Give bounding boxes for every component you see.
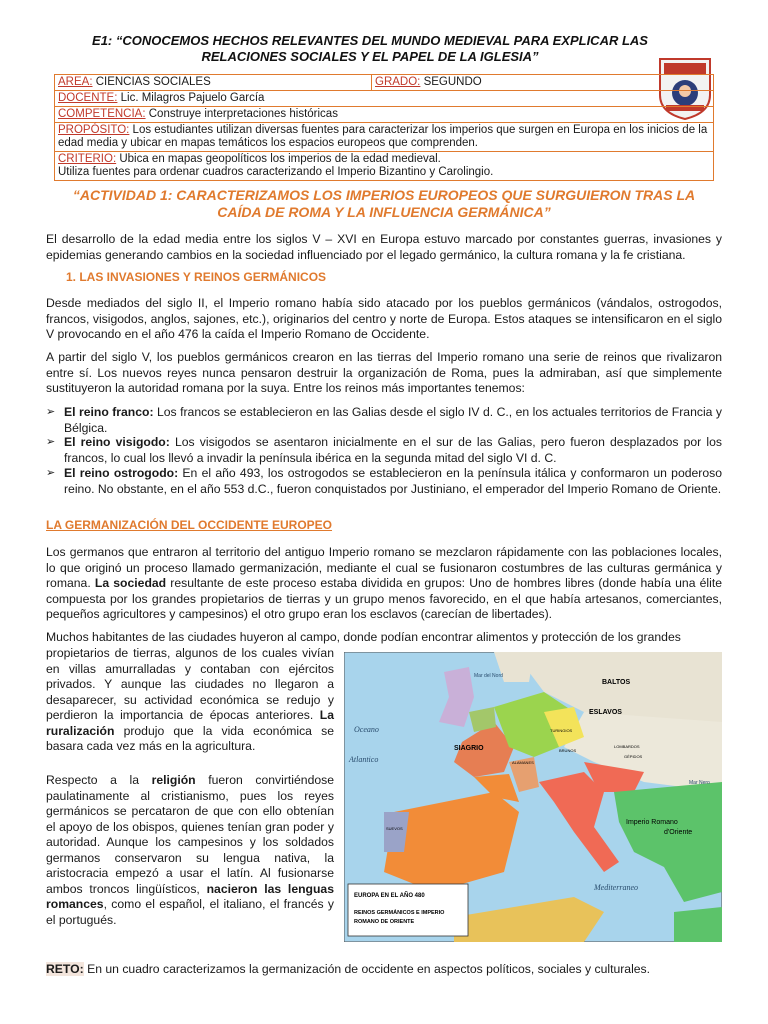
bold-religion: religión xyxy=(151,773,196,787)
arrow-bullet-icon: ➢ xyxy=(46,406,56,418)
arrow-bullet-icon: ➢ xyxy=(46,436,56,448)
bullet-bold: El reino visigodo: xyxy=(64,435,170,449)
section-1-paragraph-2: A partir del siglo V, los pueblos germánicos crearon en las tierras del Imperio romano una serie de reinos que rivalizaron entre sí. Los nuevos reyes nunca pensaron destruir la organización de Roma, pues la admiraban, así que simplemente sustituyeron la autoridad romana por la suya. Entre los reinos más importantes tenemos: xyxy=(46,350,722,395)
legend-line-1: REINOS GERMÁNICOS E IMPERIO xyxy=(354,910,445,916)
proposito-cell xyxy=(55,123,714,152)
label-lombardos: LOMBARDOS xyxy=(614,744,640,749)
label-imperio: Imperio Romano xyxy=(626,819,678,826)
area-label: AREA: xyxy=(58,76,93,88)
docente-value: Lic. Milagros Pajuelo García xyxy=(117,92,265,104)
bold-ruralizacion: La ruralización xyxy=(46,708,334,738)
bullet-bold: El reino ostrogodo: xyxy=(64,466,179,480)
criterio-label: CRITERIO: xyxy=(58,153,117,165)
label-eslavos: ESLAVOS xyxy=(589,709,622,716)
label-siagrio: SIAGRIO xyxy=(454,745,484,752)
legend-line-2: ROMANO DE ORIENTE xyxy=(354,919,415,925)
label-oriente: d'Oriente xyxy=(664,829,693,836)
intro-paragraph: El desarrollo de la edad media entre los siglos V – XVI en Europa estuvo marcado por constantes guerras, invasiones y epidemias generando cambios en la sociedad influenciado por el legado germánico, la cultura romana y la fe cristiana. xyxy=(46,232,722,262)
text-run: , como el español, el italiano, el francés y el portugués. xyxy=(46,897,334,927)
bold-sociedad: La sociedad xyxy=(94,576,167,590)
text-run: resultante de este proceso estaba dividida en grupos: Uno de hombres libres (donde había una élite compuesta por los grandes propietarios de tierras y un grupo menos favorecido, en el que había artesanos, comerciantes, pequeños agricultores y campesinos) el otro grupo eran los esclavos (carecían de libertades). xyxy=(46,576,722,621)
text-run: propietarios de tierras, algunos de los cuales vivían en villas amurralladas y contaban con ejércitos privados. Y aunque las ciudades no llegaron a desaparecer, su actividad económica se redujo y perdieron la importancia de épocas anteriores. xyxy=(46,646,334,722)
label-mar-nero: Mar Nero xyxy=(689,780,710,786)
title-line-2: RELACIONES SOCIALES Y EL PAPEL DE LA IGLESIA” xyxy=(201,49,539,64)
grado-label: GRADO: xyxy=(375,76,421,88)
reto-paragraph xyxy=(46,962,650,976)
section-2-paragraph-2-full: Muchos habitantes de las ciudades huyeron al campo, donde podían encontrar alimentos y protección de los grandes xyxy=(46,630,681,644)
text-run: Respecto a la xyxy=(46,773,152,787)
activity-title xyxy=(54,187,714,221)
proposito-value: Los estudiantes utilizan diversas fuentes para caracterizar los imperios que surgen en Europa en los inicios de la edad media y ubicar en mapas temáticos los espacios europeos que comprenden. xyxy=(58,124,708,149)
label-baltos: BALTOS xyxy=(602,679,631,686)
legend-title: EUROPA EN EL AÑO 480 xyxy=(354,893,425,899)
bullet-bold: El reino franco: xyxy=(64,405,154,419)
label-suevos: SUEVOS xyxy=(386,826,403,831)
competencia-cell xyxy=(55,107,714,123)
section-2-paragraph-1 xyxy=(46,545,722,623)
info-table xyxy=(54,74,714,181)
reto-label: RETO: xyxy=(46,962,84,976)
bullet-reino-franco xyxy=(46,405,722,436)
arrow-bullet-icon: ➢ xyxy=(46,467,56,479)
label-gepidos: GÉPIDOS xyxy=(624,754,643,759)
reto-text: En un cuadro caracterizamos la germanización de occidente en aspectos políticos, sociales y culturales. xyxy=(83,962,651,976)
grado-cell xyxy=(372,75,714,91)
criterio-value-2: Utiliza fuentes para ordenar cuadros caracterizando el Imperio Bizantino y Carolingio. xyxy=(58,166,494,178)
competencia-label: COMPETENCIA: xyxy=(58,108,146,120)
label-alamanes: ALAMANES xyxy=(512,760,534,765)
label-atlantico: Atlantico xyxy=(349,755,379,764)
map-eastern-empire-south xyxy=(674,907,722,942)
grado-value: SEGUNDO xyxy=(420,76,482,88)
text-run: produjo que la vida económica se basara cada vez más en la agricultura. xyxy=(46,723,334,753)
document-title xyxy=(60,33,680,65)
section-2-paragraph-2-column xyxy=(46,646,334,755)
section-2-heading: LA GERMANIZACIÓN DEL OCCIDENTE EUROPEO xyxy=(46,518,333,532)
area-cell xyxy=(55,75,372,91)
bullet-text: En el año 493, los ostrogodos se establecieron en la península itálica y conformaron un poderoso reino. No obstante, en el año 553 d.C., fueron conquistados por Justiniano, el emperador del Imperio Romano de Oriente. xyxy=(64,466,723,496)
label-brunos: BRUNOS xyxy=(559,748,577,753)
title-line-1: E1: “CONOCEMOS HECHOS RELEVANTES DEL MUNDO MEDIEVAL PARA EXPLICAR LAS xyxy=(92,33,648,48)
text-run: Los germanos que entraron al territorio del antiguo Imperio romano se mezclaron rápidamente con las poblaciones locales, lo que originó un proceso llamado germanización, mediante el cual se fusionaron costumbres de las culturas germánica y romana. xyxy=(46,545,722,590)
activity-line-1: “ACTIVIDAD 1: CARACTERIZAMOS LOS IMPERIOS EUROPEOS QUE SURGUIERON TRAS LA xyxy=(72,187,696,203)
bullet-reino-visigodo xyxy=(46,435,722,466)
section-2-paragraph-3-column xyxy=(46,773,334,928)
proposito-label: PROPÓSITO: xyxy=(58,124,130,136)
label-oceano: Oceano xyxy=(354,725,379,734)
area-value: CIENCIAS SOCIALES xyxy=(92,76,211,88)
text-run: fueron convirtiéndose paulatinamente al cristianismo, pues los reyes germánicos se percataron de que con ello obtenían el apoyo de los obispos, quienes tenían gran poder y autoridad. Aunque los campesinos y los soldados germanos conservaron su lengua nativa, la aristocracia empezó a usar el latín. Al fusionarse ambos troncos lingüísticos, xyxy=(46,773,334,896)
activity-line-2: CAÍDA DE ROMA Y LA INFLUENCIA GERMÁNICA” xyxy=(217,204,551,220)
competencia-value: Construye interpretaciones históricas xyxy=(145,108,338,120)
docente-cell xyxy=(55,91,714,107)
label-turingios: TURINGIOS xyxy=(550,728,573,733)
label-mediterraneo: Mediterraneo xyxy=(594,883,638,892)
section-1-heading: 1. LAS INVASIONES Y REINOS GERMÁNICOS xyxy=(66,270,327,284)
docente-label: DOCENTE: xyxy=(58,92,118,104)
label-mar-nord: Mar del Nord xyxy=(474,673,503,679)
criterio-value: Ubica en mapas geopolíticos los imperios de la edad medieval. xyxy=(116,153,441,165)
bold-lenguas-romances: nacieron las lenguas romances xyxy=(46,881,334,911)
criterio-cell xyxy=(55,152,714,181)
section-1-paragraph-1: Desde mediados del siglo II, el Imperio romano había sido atacado por los pueblos germánicos (vándalos, ostrogodos, francos, visigodos, anglos, sajones, etc.), originarios del centro y norte de Europa. Estos ataques se intensificaron en el siglo V provocando en el año 476 la caída el Imperio Romano de Occidente. xyxy=(46,296,722,341)
bullet-reino-ostrogodo xyxy=(46,466,722,497)
bullet-text: Los francos se establecieron en las Galias desde el siglo IV d. C., en los actuales territorios de Francia y Bélgica. xyxy=(64,405,723,435)
bullet-text: Los visigodos se asentaron inicialmente en el sur de las Galias, pero fueron desplazados por los francos, lo cual los llevó a invadir la península ibérica en la segunda mitad del siglo VI d. C. xyxy=(64,435,722,465)
europe-480-map xyxy=(344,652,722,942)
